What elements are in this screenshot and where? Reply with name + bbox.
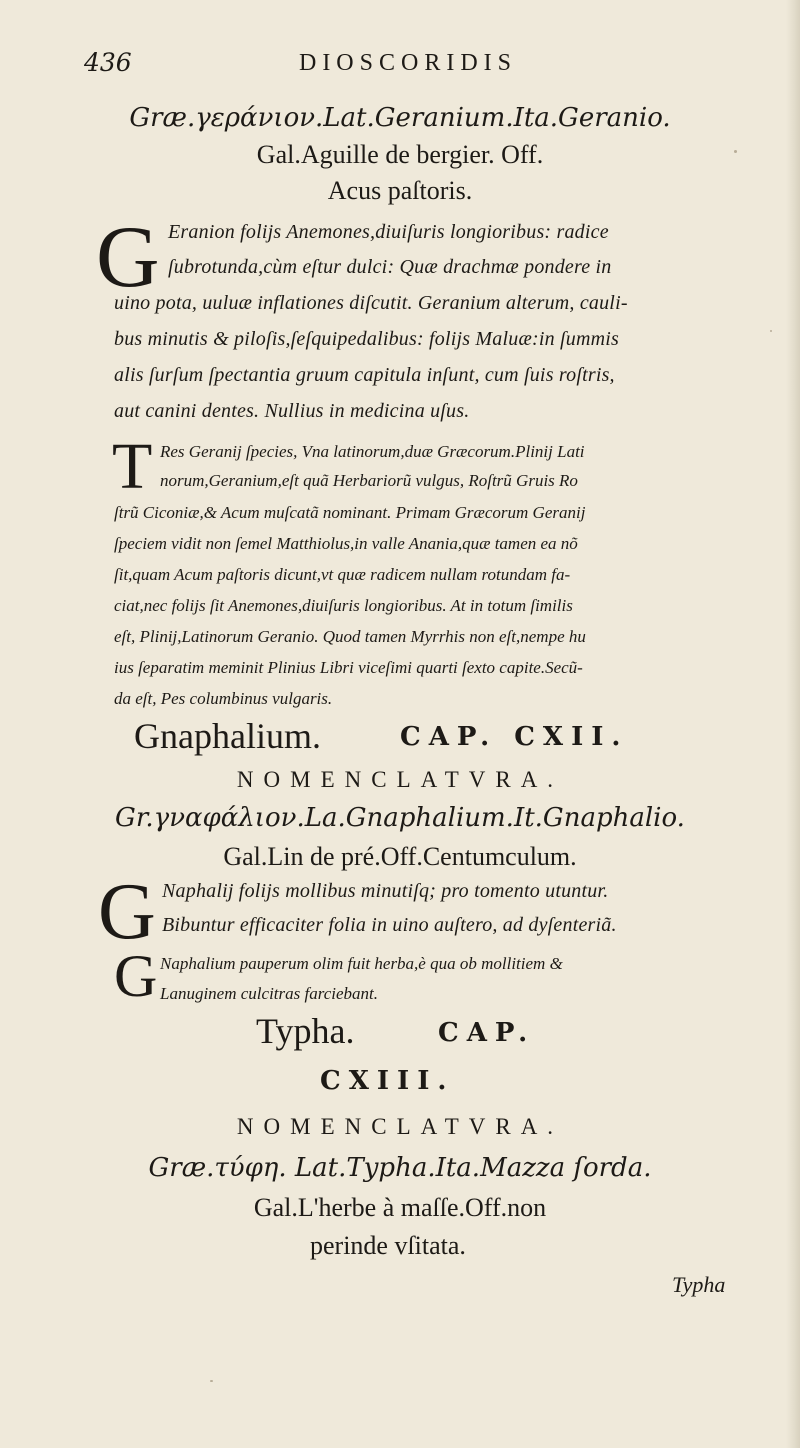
drop-cap-t-commentary: T xyxy=(112,430,153,503)
gnaphalium-nomen-1: Gr.γναφάλιον.La.Gnaphalium.It.Gnaphalio. xyxy=(115,803,685,833)
commentary-line-4: ſpeciem vidit non ſemel Matthiolus,in valle Anania,quæ tamen ea nõ xyxy=(114,534,578,553)
geranium-nomen-2: Gal.Aguille de bergier. Off. xyxy=(256,140,544,169)
geranium-nomen-1: Græ.γεράνιον.Lat.Geranium.Ita.Geranio. xyxy=(129,103,671,133)
geranium-text-line-1: Eranion folijs Anemones,diuiſuris longioribus: radice xyxy=(168,221,609,243)
gnaphalium-text-line-1: Naphalij folijs mollibus minutiſq; pro tomento utuntur. xyxy=(162,880,609,902)
gnaphalium-nomen-2: Gal.Lin de pré.Off.Centumculum. xyxy=(223,842,577,871)
gnaphalium-chapter: CAP. CXII. xyxy=(400,722,629,752)
commentary-line-5: ſit,quam Acum paſtoris dicunt,vt quæ radicem nullam rotundam fa- xyxy=(114,565,571,584)
typha-chapter-2: CXIII. xyxy=(320,1066,455,1096)
page-edge-shadow xyxy=(786,0,800,1448)
commentary-line-2: norum,Geranium,eſt quã Herbariorũ vulgus, Roſtrũ Gruis Ro xyxy=(160,471,578,490)
commentary-line-7: eſt, Plinij,Latinorum Geranio. Quod tamen Myrrhis non eſt,nempe hu xyxy=(114,627,586,646)
commentary-line-3: ſtrũ Ciconiæ,& Acum muſcatã nominant. Primam Græcorum Geranij xyxy=(114,503,586,522)
gnaphalium-nomenclatura: NOMENCLATVRA. xyxy=(236,767,564,792)
running-header xyxy=(78,46,738,82)
page-number: 436 xyxy=(84,48,132,77)
geranium-text-line-6: aut canini dentes. Nullius in medicina uſus. xyxy=(114,400,470,422)
typha-chapter-1: CAP. xyxy=(438,1018,536,1048)
paper-speck xyxy=(210,1380,213,1382)
drop-cap-g-commentary: G xyxy=(114,943,158,1009)
geranium-text-line-4: bus minutis & piloſis,ſeſquipedalibus: folijs Maluæ:in ſummis xyxy=(114,328,619,350)
commentary-line-6: ciat,nec folijs ſit Anemones,diuiſuris longioribus. At in totum ſimilis xyxy=(114,596,573,615)
gnaphalium-text-line-2: Bibuntur efficaciter folia in uino auſtero, ad dyſenteriã. xyxy=(162,914,617,936)
geranium-nomen-3: Acus paſtoris. xyxy=(327,176,473,205)
commentary-line-9: da eſt, Pes columbinus vulgaris. xyxy=(114,689,333,708)
commentary-line-8: ius ſeparatim meminit Plinius Libri viceſimi quarti ſexto capite.Secũ- xyxy=(114,658,583,677)
gnaphalium-commentary-line-2: Lanuginem culcitras farciebant. xyxy=(160,984,378,1003)
typha-nomen-1: Græ.τύφη. Lat.Typha.Ita.Mazza ſorda. xyxy=(148,1153,652,1183)
typha-nomen-3: perinde vſitata. xyxy=(310,1231,466,1260)
typha-nomenclatura: NOMENCLATVRA. xyxy=(236,1114,564,1139)
typha-heading: Typha. xyxy=(256,1011,355,1051)
gnaphalium-heading: Gnaphalium. xyxy=(134,716,321,756)
commentary-line-1: Res Geranij ſpecies, Vna latinorum,duæ Græcorum.Plinij Lati xyxy=(160,442,585,461)
geranium-text-line-3: uino pota, uuluæ inflationes diſcutit. Geranium alterum, cauli- xyxy=(114,292,628,314)
running-title: DIOSCORIDIS xyxy=(298,50,517,76)
paper-speck xyxy=(770,330,772,332)
catchword: Typha xyxy=(672,1272,726,1297)
gnaphalium-commentary-line-1: Naphalium pauperum olim fuit herba,è qua ob mollitiem & xyxy=(160,954,563,973)
paper-speck xyxy=(734,150,737,153)
drop-cap-g-gnaphalium: G xyxy=(98,868,156,956)
geranium-text-line-5: alis ſurſum ſpectantia gruum capitula inſunt, cum ſuis roſtris, xyxy=(114,364,615,386)
typha-nomen-2: Gal.L'herbe à maſſe.Off.non xyxy=(253,1193,547,1222)
geranium-text-line-2: ſubrotunda,cùm eſtur dulci: Quæ drachmæ pondere in xyxy=(168,256,612,278)
drop-cap-g-geranium: G xyxy=(96,209,160,306)
